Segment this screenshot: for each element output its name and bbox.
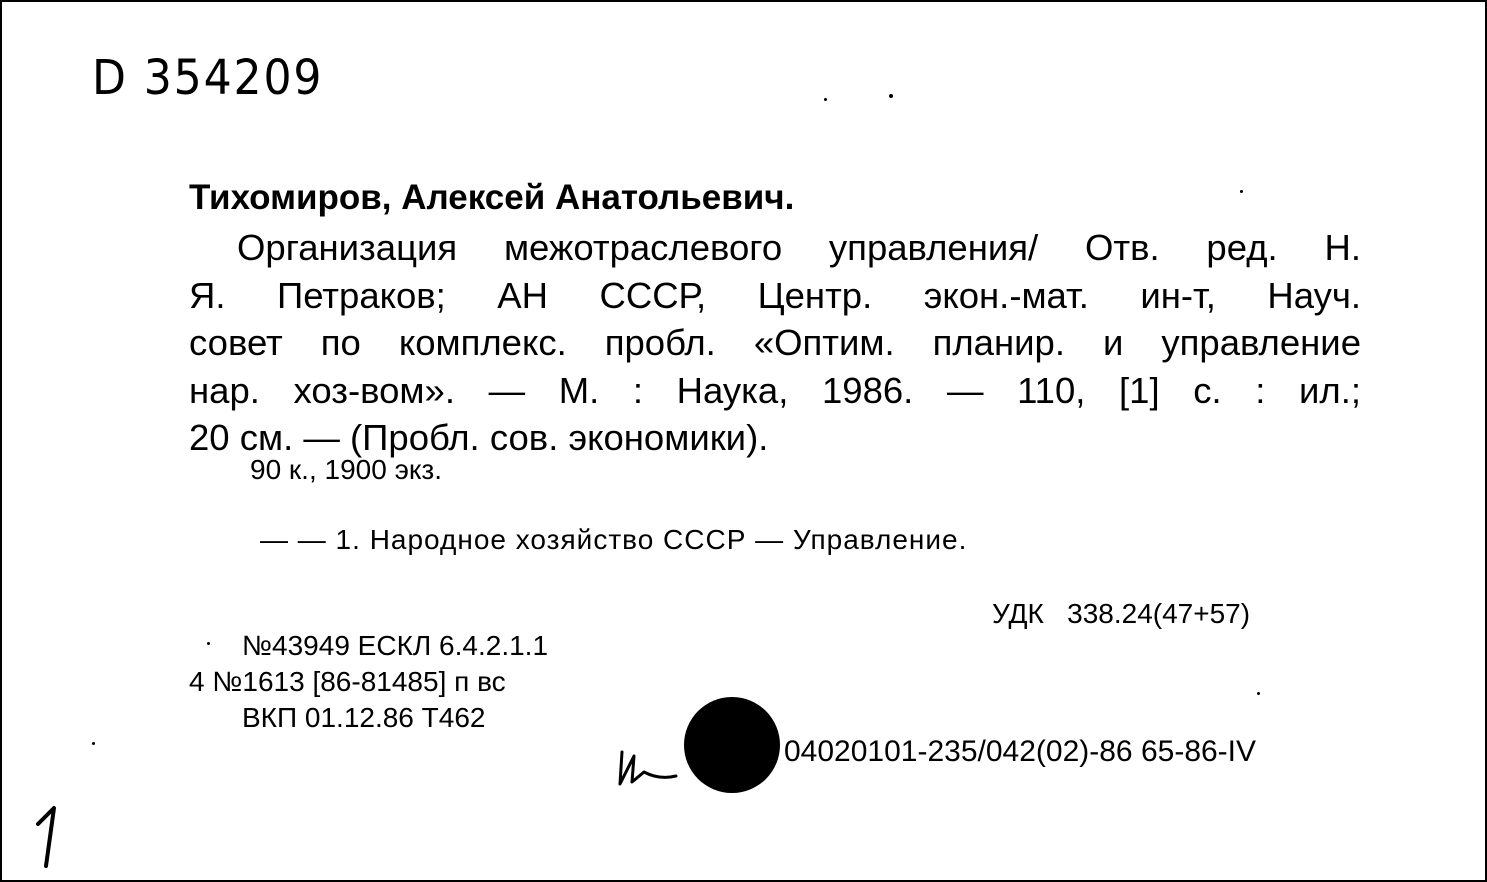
punched-hole xyxy=(684,697,780,793)
speck xyxy=(1240,190,1243,193)
registration-line: ВКП 01.12.86 Т462 xyxy=(242,702,486,733)
description-line: 20 см. — (Пробл. сов. экономики). xyxy=(189,417,769,458)
catalog-code: 04020101-235/042(02)-86 65-86-IV xyxy=(784,735,1257,768)
description-line: совет по комплекс. пробл. «Оптим. планир. и управление xyxy=(189,322,1361,363)
udk-classification: УДК 338.24(47+57) xyxy=(992,598,1251,629)
description-line: Организация межотраслевого управления/ Отв. ред. Н. xyxy=(237,227,1361,268)
bibliographic-description xyxy=(189,224,1361,462)
author-heading: Тихомиров, Алексей Анатольевич. xyxy=(189,178,795,217)
subject-heading: — — 1. Народное хозяйство СССР — Управление. xyxy=(260,524,968,555)
description-line: Я. Петраков; АН СССР, Центр. экон.-мат. ин-т, Науч. xyxy=(189,274,1361,316)
speck xyxy=(207,642,210,645)
price-and-print-run: 90 к., 1900 экз. xyxy=(250,454,443,485)
registration-line: 4 №1613 [86-81485] п вс xyxy=(189,666,506,697)
handwritten-number xyxy=(30,802,70,872)
speck xyxy=(92,742,95,745)
registration-line: №43949 ЕСКЛ 6.4.2.1.1 xyxy=(242,630,549,661)
speck xyxy=(824,98,827,101)
speck xyxy=(1257,692,1260,695)
speck xyxy=(889,94,893,98)
description-line: нар. хоз-вом». — М. : Наука, 1986. — 110, [1] с. : ил.; xyxy=(189,369,1361,411)
handwritten-mark xyxy=(614,742,684,792)
call-number: D 354209 xyxy=(92,50,324,106)
